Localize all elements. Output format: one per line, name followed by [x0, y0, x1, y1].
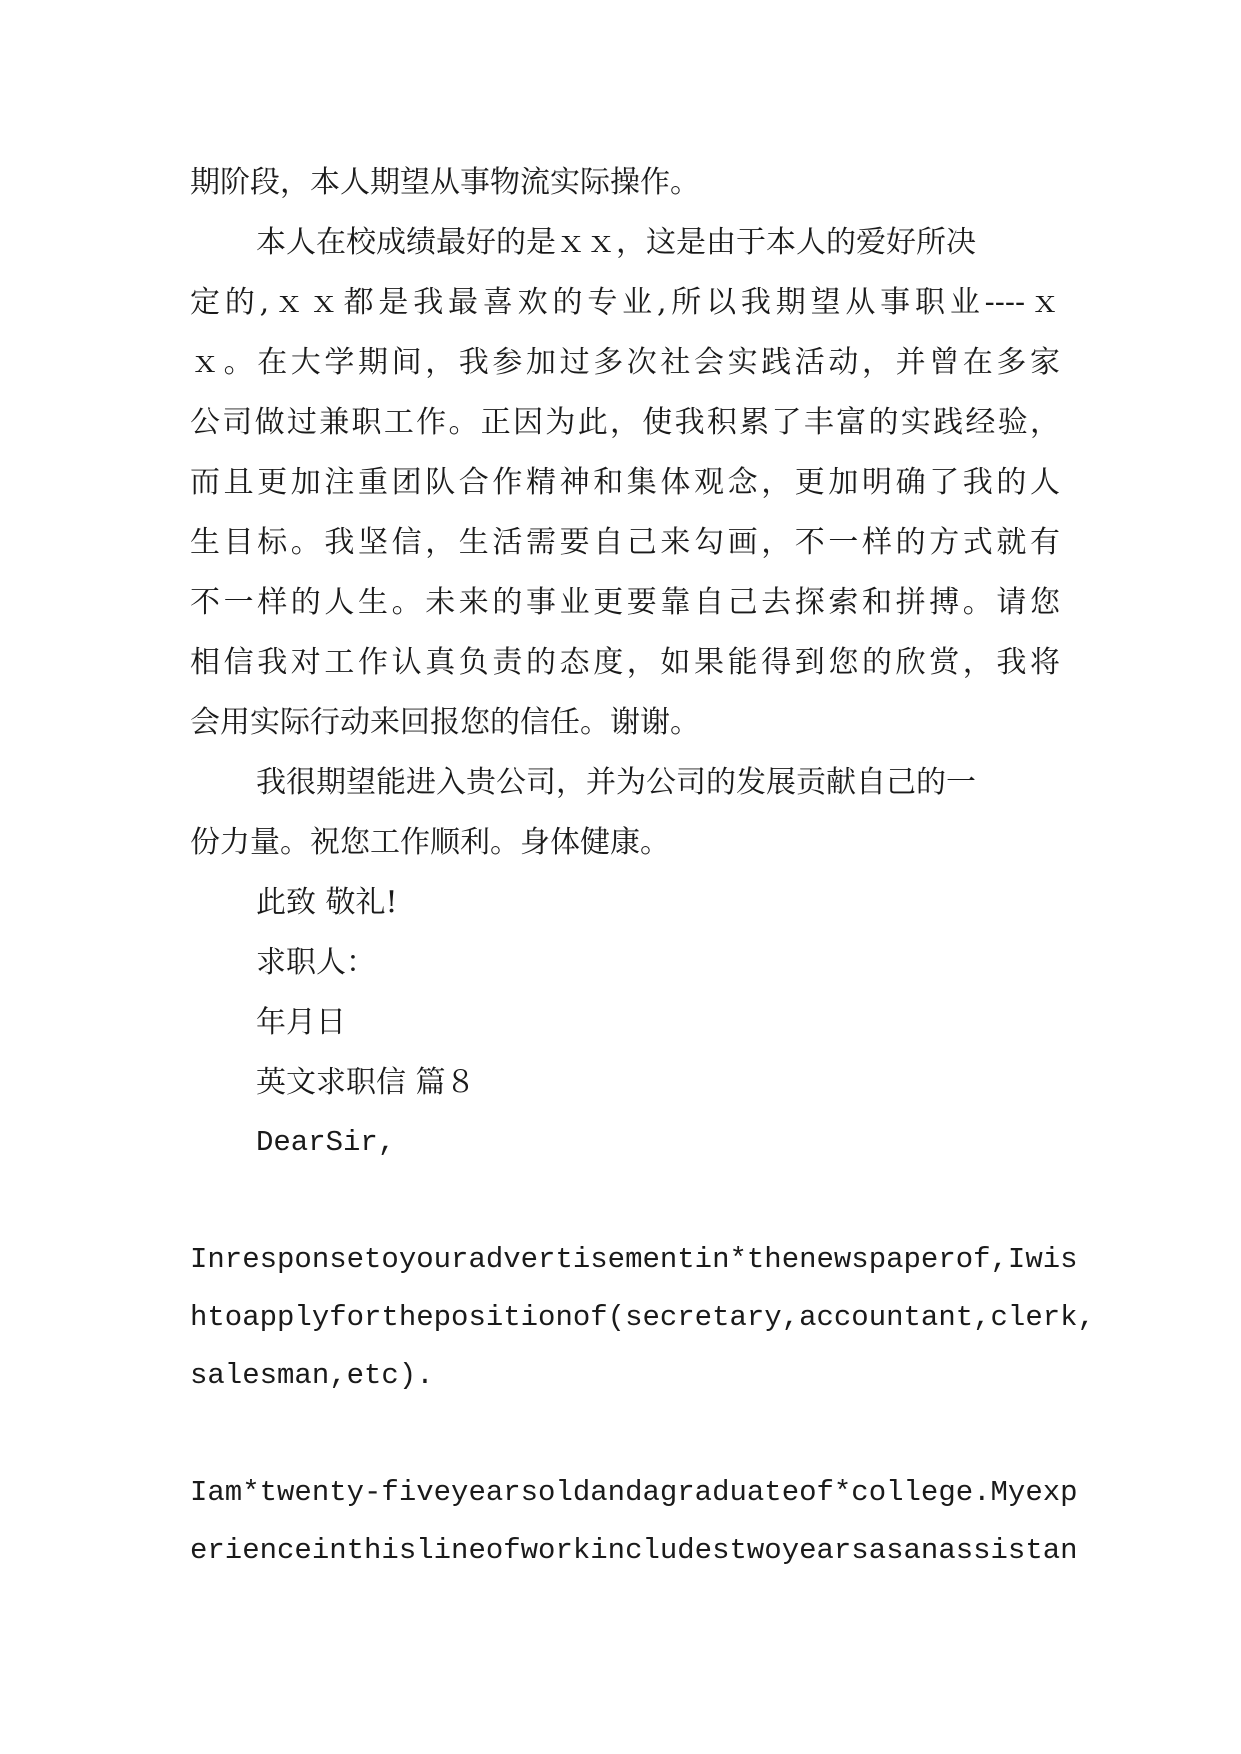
signature-label: 求职人： — [256, 945, 376, 980]
text-line: salesman,etc). — [190, 1359, 434, 1392]
section-heading: 英文求职信 篇８ — [256, 1065, 476, 1100]
text-line: 定的,ｘｘ都是我最喜欢的专业,所以我期望从事职业----ｘ — [190, 285, 1060, 320]
text-line: 公司做过兼职工作。正因为此，使我积累了丰富的实践经验， — [190, 405, 1060, 440]
greeting: DearSir, — [256, 1126, 396, 1159]
text-line: 不一样的人生。未来的事业更要靠自己去探索和拼搏。请您 — [190, 585, 1060, 620]
closing-salutation: 此致 敬礼! — [256, 885, 398, 920]
date-label: 年月日 — [256, 1005, 346, 1040]
paragraph-start: 本人在校成绩最好的是ｘｘ，这是由于本人的爱好所决 — [256, 225, 976, 260]
text-line: 期阶段，本人期望从事物流实际操作。 — [190, 165, 700, 200]
text-line: 份力量。祝您工作顺利。身体健康。 — [190, 825, 670, 860]
text-line: Iam*twenty-fiveyearsoldandagraduateof*college.Myexp — [190, 1476, 1078, 1509]
text-line: htoapplyforthepositionof(secretary,accountant,clerk, — [190, 1301, 1095, 1334]
text-line: 生目标。我坚信，生活需要自己来勾画，不一样的方式就有 — [190, 525, 1060, 560]
text-line: erienceinthislineofworkincludestwoyearsasanassistan — [190, 1534, 1078, 1567]
text-line: ｘ。在大学期间，我参加过多次社会实践活动，并曾在多家 — [190, 345, 1060, 380]
text-line: 而且更加注重团队合作精神和集体观念，更加明确了我的人 — [190, 465, 1060, 500]
paragraph-start: 我很期望能进入贵公司，并为公司的发展贡献自己的一 — [256, 765, 976, 800]
text-line: 会用实际行动来回报您的信任。谢谢。 — [190, 705, 700, 740]
text-line: 相信我对工作认真负责的态度，如果能得到您的欣赏，我将 — [190, 645, 1060, 680]
text-line: Inresponsetoyouradvertisementin*thenewspaperof,Iwis — [190, 1243, 1078, 1276]
